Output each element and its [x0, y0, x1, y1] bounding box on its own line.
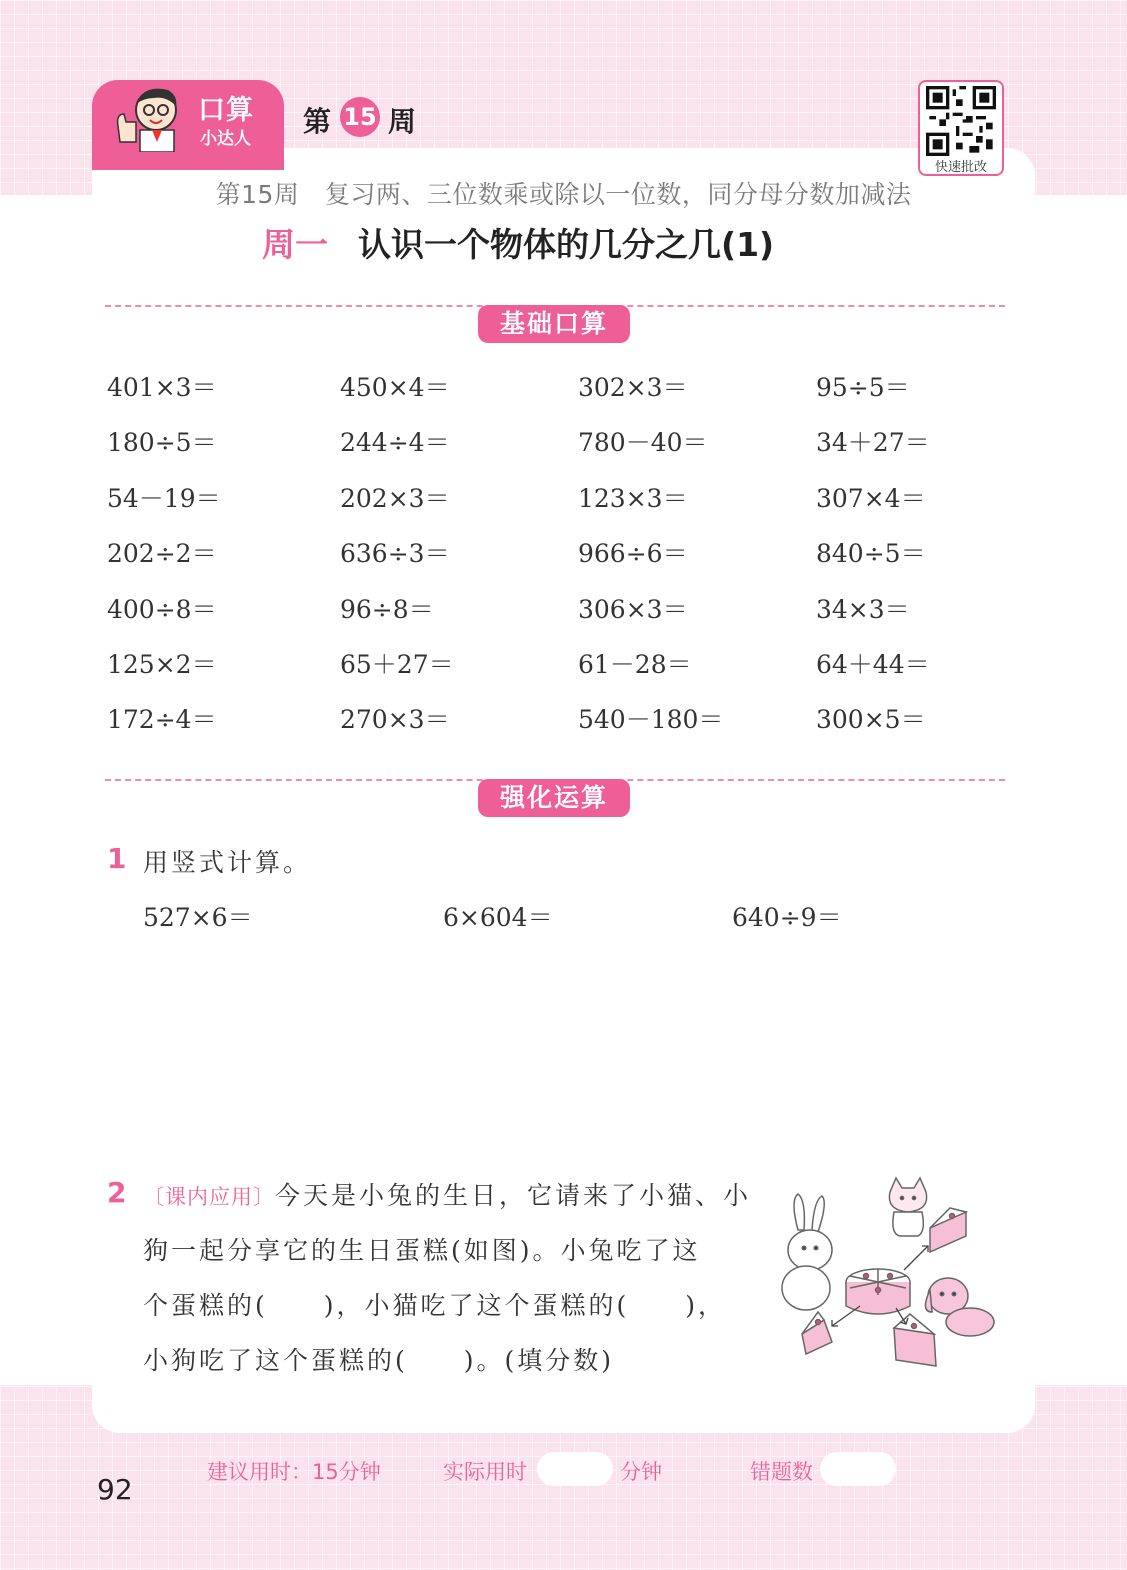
oral-calc-item: 96÷8＝ [340, 594, 434, 624]
oral-calc-item: 64＋44＝ [816, 650, 930, 679]
lesson-title [262, 219, 774, 266]
oral-calc-item: 95÷5＝ [816, 373, 910, 402]
week-suffix: 周 [388, 105, 417, 138]
vertical-calc-item: 6×604＝ [443, 903, 553, 932]
oral-calc-item: 540－180＝ [578, 705, 724, 735]
section-label-basic: 基础口算 [478, 305, 630, 343]
oral-calc-item: 636÷3＝ [340, 539, 450, 569]
oral-calc-item: 54－19＝ [107, 483, 221, 513]
oral-calc-item: 202÷2＝ [107, 539, 217, 569]
whole-cake-icon [846, 1269, 910, 1314]
title-text: 认识一个物体的几分之几(1) [358, 225, 775, 264]
oral-calc-item: 202×3＝ [340, 483, 450, 513]
oral-calc-item: 840÷5＝ [816, 539, 926, 569]
oral-calc-item: 34＋27＝ [816, 428, 930, 458]
question-tag: 〔课内应用〕 [143, 1185, 275, 1209]
week-subtitle: 第15周 复习两、三位数乘或除以一位数，同分母分数加减法 [215, 180, 912, 209]
week-number-badge: 15 [340, 97, 380, 137]
tab-label-xiaodaren: 小达人 [200, 129, 251, 149]
qr-code-icon[interactable] [926, 86, 996, 156]
dog-icon [925, 1278, 994, 1336]
question-number: 1 [107, 842, 127, 875]
oral-calc-item: 400÷8＝ [107, 594, 217, 624]
oral-calc-item: 306×3＝ [578, 594, 688, 624]
page-number: 92 [97, 1473, 133, 1506]
question-line-2: 狗一起分享它的生日蛋糕(如图)。小兔吃了这 [143, 1236, 701, 1265]
cake-slice-icon [802, 1312, 832, 1354]
minutes-label: 分钟 [620, 1460, 662, 1484]
question-line-3: 个蛋糕的( )，小猫吃了这个蛋糕的( )， [143, 1291, 727, 1320]
oral-calc-item: 244÷4＝ [340, 428, 450, 458]
tab-label-kousuan: 口算 [198, 95, 254, 126]
oral-calc-item: 61－28＝ [578, 650, 692, 679]
birthday-cake-illustration [770, 1172, 1000, 1387]
oral-calc-item: 966÷6＝ [578, 539, 688, 569]
oral-calc-item: 123×3＝ [578, 483, 688, 513]
oral-calc-item: 270×3＝ [340, 705, 450, 735]
week-prefix: 第 [303, 105, 332, 138]
vertical-calc-item: 527×6＝ [143, 903, 253, 932]
cake-slice-icon [930, 1208, 966, 1252]
oral-calc-item: 125×2＝ [107, 650, 217, 679]
oral-calc-item: 172÷4＝ [107, 705, 217, 735]
oral-calc-item: 302×3＝ [578, 373, 688, 402]
oral-calc-item: 307×4＝ [816, 483, 926, 513]
question-text: 用竖式计算。 [143, 848, 312, 877]
oral-calc-item: 780－40＝ [578, 428, 708, 458]
question-line-4: 小狗吃了这个蛋糕的( )。(填分数) [143, 1346, 615, 1375]
actual-time-label: 实际用时 [443, 1460, 527, 1484]
section-label-advanced: 强化运算 [478, 779, 630, 817]
oral-calc-item: 300×5＝ [816, 705, 926, 735]
actual-time-field[interactable] [537, 1452, 613, 1486]
rabbit-icon [782, 1194, 832, 1310]
mascot-boy-icon [110, 80, 190, 152]
question-line-1: 今天是小兔的生日，它请来了小猫、小 [275, 1181, 752, 1210]
oral-calc-item: 401×3＝ [107, 373, 217, 402]
oral-calc-item: 34×3＝ [816, 594, 910, 624]
oral-calc-item: 65＋27＝ [340, 650, 454, 679]
oral-calc-item: 180÷5＝ [107, 428, 217, 458]
suggested-time: 建议用时：15分钟 [207, 1460, 381, 1484]
error-count-label: 错题数 [750, 1460, 813, 1484]
title-day: 周一 [262, 225, 328, 264]
vertical-calc-item: 640÷9＝ [732, 903, 842, 932]
cat-icon [889, 1178, 926, 1236]
question-number: 2 [107, 1176, 127, 1209]
question-line [143, 1176, 751, 1212]
qr-caption: 快速批改 [934, 160, 987, 175]
error-count-field[interactable] [820, 1452, 896, 1486]
oral-calc-item: 450×4＝ [340, 373, 450, 402]
